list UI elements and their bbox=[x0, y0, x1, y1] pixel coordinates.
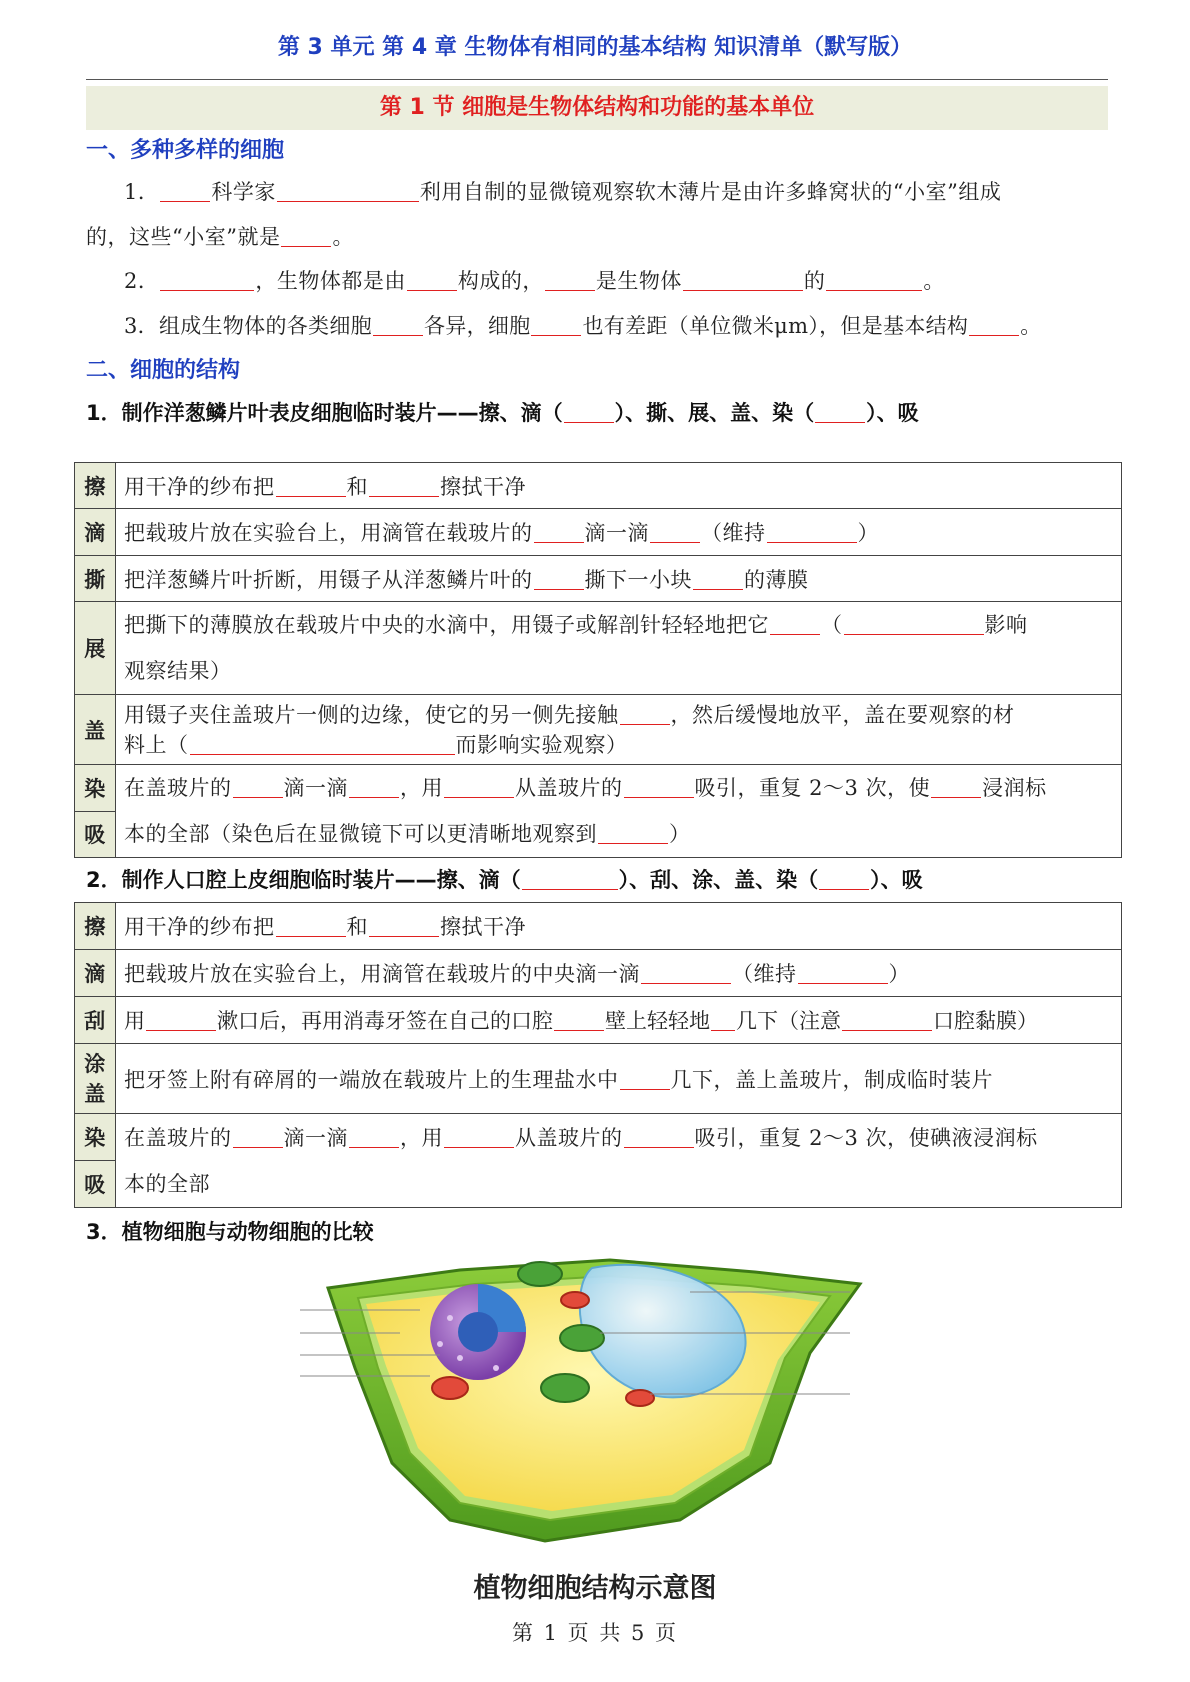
blank[interactable] bbox=[522, 867, 618, 890]
blank[interactable] bbox=[545, 268, 595, 291]
step-content: 把载玻片放在实验台上，用滴管在载玻片的中央滴一滴 （维持 ） bbox=[116, 950, 1122, 997]
subheading-cell-comparison: 3．植物细胞与动物细胞的比较 bbox=[86, 1220, 374, 1244]
blank[interactable] bbox=[281, 224, 331, 247]
section-banner: 第 1 节 细胞是生物体结构和功能的基本单位 bbox=[86, 86, 1108, 130]
step-label: 吸 bbox=[75, 1161, 116, 1208]
blank[interactable] bbox=[711, 1008, 735, 1031]
table-row bbox=[75, 1114, 1122, 1161]
chloroplast bbox=[518, 1262, 562, 1286]
question-3: 3．组成生物体的各类细胞 各异，细胞 也有差距（单位微米μm），但是基本结构 。 bbox=[124, 314, 1042, 338]
blank[interactable] bbox=[693, 567, 743, 590]
blank[interactable] bbox=[534, 520, 584, 543]
step-label: 刮 bbox=[75, 997, 116, 1044]
step-content: 把洋葱鳞片叶折断，用镊子从洋葱鳞片叶的 撕下一小块 的薄膜 bbox=[116, 556, 1122, 602]
table-row bbox=[75, 997, 1122, 1044]
blank[interactable] bbox=[969, 313, 1019, 336]
blank[interactable] bbox=[620, 1067, 670, 1090]
table-row bbox=[75, 463, 1122, 509]
heading-cell-structure: 二、细胞的结构 bbox=[86, 358, 241, 383]
question-2: 2． ，生物体都是由 构成的， 是生物体 的 。 bbox=[124, 269, 945, 293]
step-content: 把载玻片放在实验台上，用滴管在载玻片的 滴一滴 （维持 ） bbox=[116, 509, 1122, 556]
blank[interactable] bbox=[233, 1125, 283, 1148]
blank[interactable] bbox=[160, 179, 210, 202]
plant-cell-diagram bbox=[300, 1258, 900, 1548]
subheading-cheek-slide: 2．制作人口腔上皮细胞临时装片——擦、滴（ ）、刮、涂、盖、染（ ）、吸 bbox=[86, 868, 923, 892]
blank[interactable] bbox=[349, 1125, 399, 1148]
question-number: 1． bbox=[124, 180, 160, 204]
blank[interactable] bbox=[826, 268, 922, 291]
blank[interactable] bbox=[931, 775, 981, 798]
step-label: 擦 bbox=[75, 903, 116, 950]
page-footer: 第 1 页 共 5 页 bbox=[511, 1621, 679, 1645]
table-row bbox=[75, 509, 1122, 556]
blank[interactable] bbox=[277, 179, 419, 202]
table-row bbox=[75, 903, 1122, 950]
chloroplast bbox=[541, 1374, 589, 1402]
step-label: 展 bbox=[75, 602, 116, 695]
blank[interactable] bbox=[624, 775, 694, 798]
blank[interactable] bbox=[554, 1008, 604, 1031]
blank[interactable] bbox=[798, 961, 888, 984]
subheading-onion-slide: 1．制作洋葱鳞片叶表皮细胞临时装片——擦、滴（ ）、撕、展、盖、染（ ）、吸 bbox=[86, 401, 919, 425]
blank[interactable] bbox=[349, 775, 399, 798]
step-label: 滴 bbox=[75, 509, 116, 556]
blank[interactable] bbox=[819, 867, 869, 890]
blank[interactable] bbox=[598, 821, 668, 844]
table-row bbox=[75, 695, 1122, 765]
step-content: 用镊子夹住盖玻片一侧的边缘，使它的另一侧先接触 ，然后缓慢地放平，盖在要观察的材 料上（ 而影响实验观察） bbox=[116, 695, 1122, 765]
blank[interactable] bbox=[683, 268, 803, 291]
blank[interactable] bbox=[190, 732, 455, 755]
blank[interactable] bbox=[620, 702, 670, 725]
blank[interactable] bbox=[650, 520, 700, 543]
chloroplast bbox=[560, 1325, 604, 1351]
mitochondrion bbox=[626, 1390, 654, 1406]
table-row bbox=[75, 765, 1122, 812]
blank[interactable] bbox=[369, 914, 439, 937]
blank[interactable] bbox=[276, 474, 346, 497]
blank[interactable] bbox=[444, 775, 514, 798]
blank[interactable] bbox=[844, 612, 984, 635]
step-content: 在盖玻片的 滴一滴 ，用 从盖玻片的 吸引，重复 2～3 次，使 浸润标 本的全部（染色后在显微镜下可以更清晰地观察到 ） bbox=[116, 765, 1122, 858]
step-label: 滴 bbox=[75, 950, 116, 997]
step-content: 用 漱口后，再用消毒牙签在自己的口腔 壁上轻轻地 几下（注意 口腔黏膜） bbox=[116, 997, 1122, 1044]
heading-diverse-cells: 一、多种多样的细胞 bbox=[86, 138, 285, 163]
step-label: 撕 bbox=[75, 556, 116, 602]
blank[interactable] bbox=[564, 400, 614, 423]
step-content: 用干净的纱布把 和 擦拭干净 bbox=[116, 463, 1122, 509]
step-content: 把牙签上附有碎屑的一端放在载玻片上的生理盐水中 几下，盖上盖玻片，制成临时装片 bbox=[116, 1044, 1122, 1114]
step-content: 把撕下的薄膜放在载玻片中央的水滴中，用镊子或解剖针轻轻地把它 （ 影响 观察结果） bbox=[116, 602, 1122, 695]
blank[interactable] bbox=[373, 313, 423, 336]
cheek-steps-table bbox=[74, 902, 1122, 1208]
title-divider bbox=[86, 79, 1108, 80]
page-title: 第 3 单元 第 4 章 生物体有相同的基本结构 知识清单（默写版） bbox=[277, 35, 913, 60]
blank[interactable] bbox=[444, 1125, 514, 1148]
step-label: 染 bbox=[75, 1114, 116, 1161]
blank[interactable] bbox=[407, 268, 457, 291]
blank[interactable] bbox=[534, 567, 584, 590]
step-label: 吸 bbox=[75, 811, 116, 858]
blank[interactable] bbox=[146, 1008, 216, 1031]
nucleus bbox=[430, 1284, 526, 1380]
step-content: 在盖玻片的 滴一滴 ，用 从盖玻片的 吸引，重复 2～3 次，使碘液浸润标 本的全部 bbox=[116, 1114, 1122, 1208]
table-row bbox=[75, 602, 1122, 695]
step-label: 盖 bbox=[75, 695, 116, 765]
blank[interactable] bbox=[276, 914, 346, 937]
mitochondrion bbox=[432, 1377, 468, 1399]
table-row bbox=[75, 1044, 1122, 1114]
blank[interactable] bbox=[160, 268, 254, 291]
mitochondrion bbox=[561, 1292, 589, 1308]
blank[interactable] bbox=[767, 520, 857, 543]
blank[interactable] bbox=[641, 961, 731, 984]
table-row bbox=[75, 556, 1122, 602]
question-1-line-2: 的，这些“小室”就是 。 bbox=[86, 225, 354, 249]
step-label: 染 bbox=[75, 765, 116, 812]
blank[interactable] bbox=[842, 1008, 932, 1031]
blank[interactable] bbox=[233, 775, 283, 798]
blank[interactable] bbox=[815, 400, 865, 423]
step-label: 擦 bbox=[75, 463, 116, 509]
step-content: 用干净的纱布把 和 擦拭干净 bbox=[116, 903, 1122, 950]
figure-caption: 植物细胞结构示意图 bbox=[473, 1573, 717, 1604]
table-row bbox=[75, 950, 1122, 997]
blank[interactable] bbox=[624, 1125, 694, 1148]
question-1-line-1: 1． 科学家 利用自制的显微镜观察软木薄片是由许多蜂窝状的“小室”组成 bbox=[124, 180, 1002, 204]
blank[interactable] bbox=[770, 612, 820, 635]
onion-steps-table bbox=[74, 462, 1122, 858]
step-label: 涂 盖 bbox=[75, 1044, 116, 1114]
blank[interactable] bbox=[531, 313, 581, 336]
blank[interactable] bbox=[369, 474, 439, 497]
